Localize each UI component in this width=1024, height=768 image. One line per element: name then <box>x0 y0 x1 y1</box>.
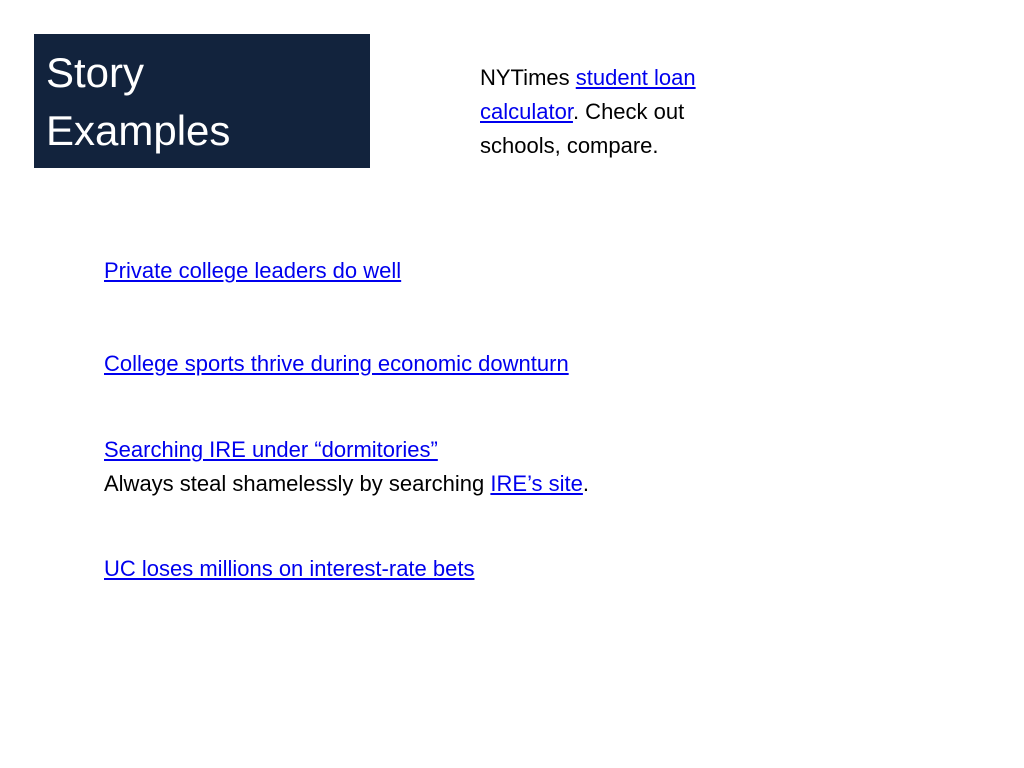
nytimes-note-prefix: NYTimes <box>480 65 576 90</box>
private-college-leaders-link[interactable]: Private college leaders do well <box>104 258 402 283</box>
title-box <box>34 34 370 168</box>
story-item-uc-loses <box>104 552 474 586</box>
college-sports-link[interactable]: College sports thrive during economic downturn <box>104 351 569 376</box>
story-item-ire-dormitories <box>104 433 589 501</box>
story-item-college-sports <box>104 347 569 381</box>
nytimes-note <box>480 61 750 163</box>
ire-note-suffix: . <box>582 471 590 496</box>
student-loan-calculator-link[interactable]: student loan calculator <box>480 65 696 124</box>
uc-loses-millions-link[interactable]: UC loses millions on interest-rate bets <box>104 556 475 581</box>
slide-title <box>46 44 358 160</box>
slide-title-line-2: Examples <box>46 107 231 154</box>
searching-ire-dormitories-link[interactable]: Searching IRE under “dormitories” <box>104 437 438 462</box>
ire-site-link[interactable]: IRE’s site <box>490 471 583 496</box>
nytimes-note-suffix: . Check out schools, compare. <box>480 99 685 158</box>
story-item-private-college <box>104 254 401 288</box>
slide-title-line-1: Story <box>46 49 145 96</box>
ire-note <box>104 467 589 501</box>
ire-note-prefix: Always steal shamelessly by searching <box>104 471 491 496</box>
